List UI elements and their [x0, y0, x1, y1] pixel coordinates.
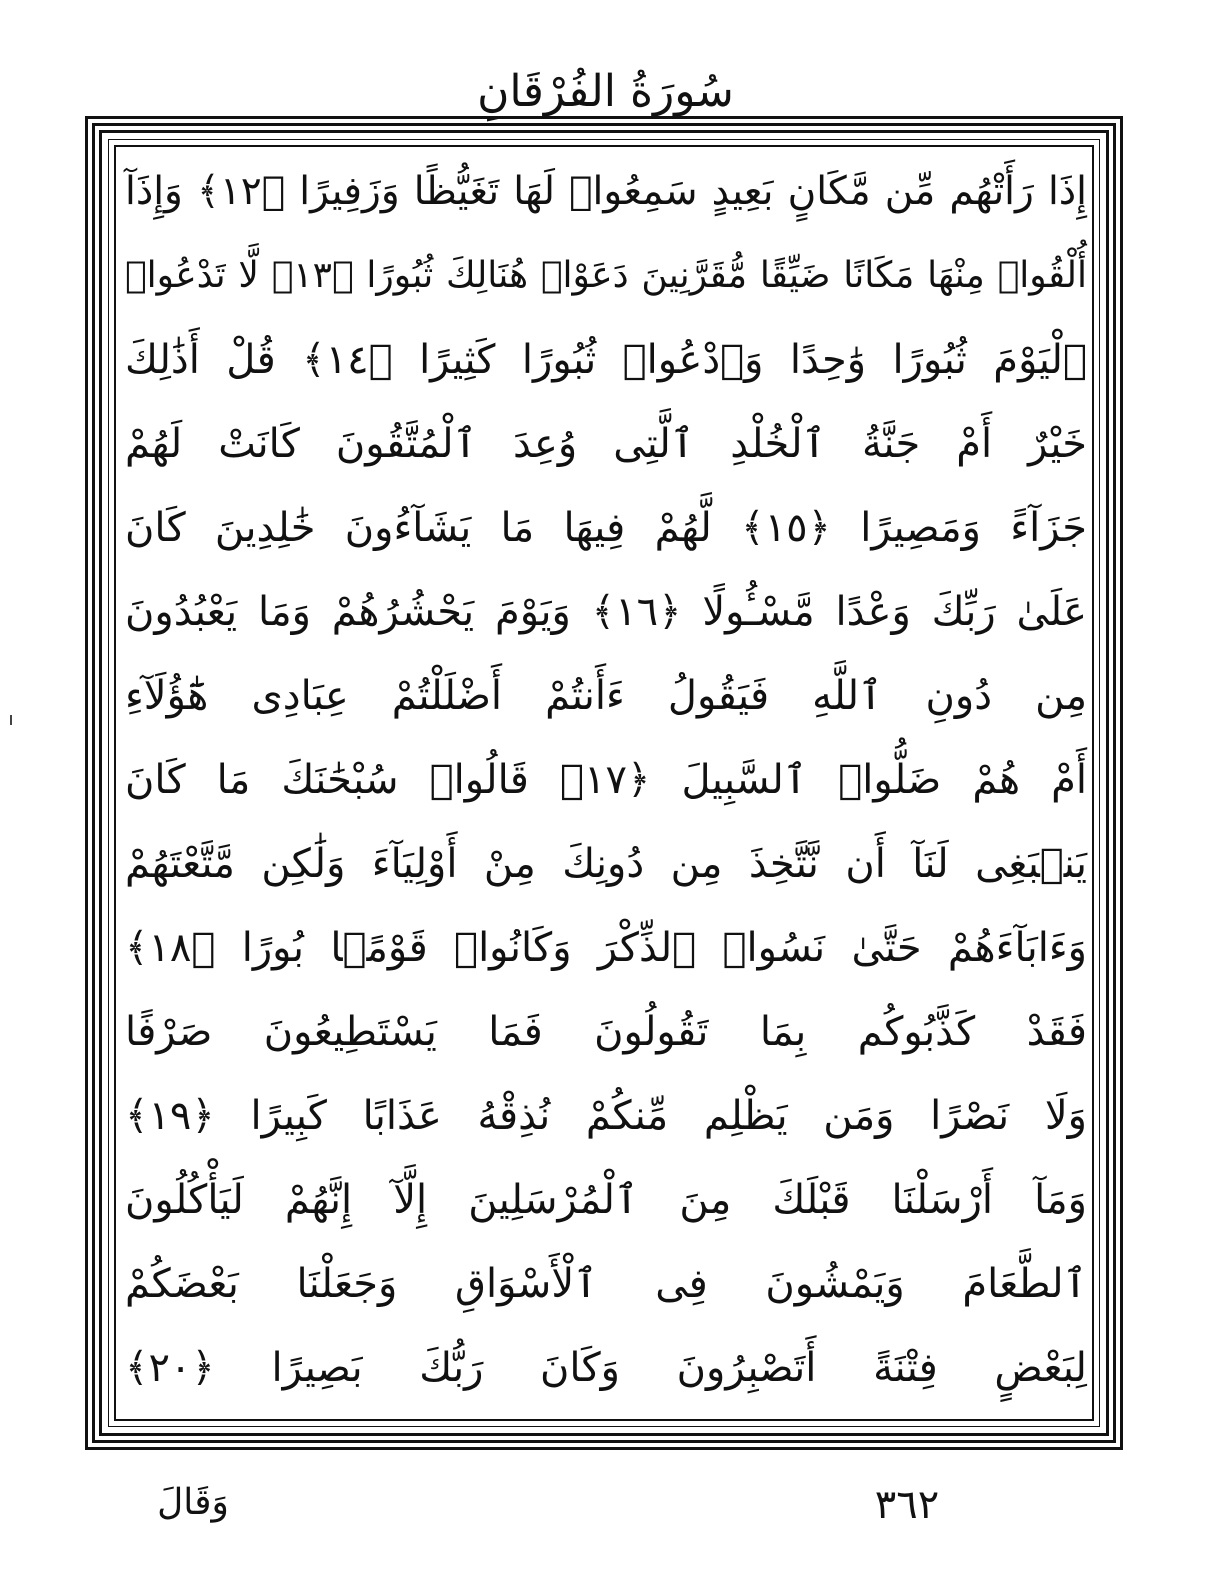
verse-line-3: ٱلْيَوْمَ ثُبُورًا وَٰحِدًا وَٱدْعُوا۟ ثُبُورًا كَثِيرًا ﴿١٤﴾ قُلْ أَذَٰلِكَ — [125, 337, 1087, 383]
verse-text-block — [125, 150, 1087, 1420]
verse-line-8: أَمْ هُمْ ضَلُّوا۟ ٱلسَّبِيلَ ﴿١٧﴾ قَالُوا۟ سُبْحَٰنَكَ مَا كَانَ — [125, 757, 1088, 803]
verse-line-11: فَقَدْ كَذَّبُوكُم بِمَا تَقُولُونَ فَمَا يَسْتَطِيعُونَ صَرْفًا — [125, 1009, 1087, 1055]
verse-line-12: وَلَا نَصْرًا وَمَن يَظْلِم مِّنكُمْ نُذِقْهُ عَذَابًا كَبِيرًا ﴿١٩﴾ — [125, 1093, 1087, 1139]
verse-line-2: أُلْقُوا۟ مِنْهَا مَكَانًا ضَيِّقًا مُّقَرَّنِينَ دَعَوْا۟ هُنَالِكَ ثُبُورًا ﴿١٣﴾ لَّا تَدْعُوا۟ — [125, 255, 1087, 296]
verse-line-13: وَمَآ أَرْسَلْنَا قَبْلَكَ مِنَ ٱلْمُرْسَلِينَ إِلَّآ إِنَّهُمْ لَيَأْكُلُونَ — [125, 1177, 1087, 1223]
verse-line-5: جَزَآءً وَمَصِيرًا ﴿١٥﴾ لَّهُمْ فِيهَا مَا يَشَآءُونَ خَٰلِدِينَ كَانَ — [125, 505, 1087, 551]
verse-line-4: خَيْرٌ أَمْ جَنَّةُ ٱلْخُلْدِ ٱلَّتِى وُعِدَ ٱلْمُتَّقُونَ كَانَتْ لَهُمْ — [125, 421, 1087, 467]
surah-title: سُورَةُ الفُرْقَانِ — [477, 66, 734, 117]
verse-line-6: عَلَىٰ رَبِّكَ وَعْدًا مَّسْـُٔولًا ﴿١٦﴾ وَيَوْمَ يَحْشُرُهُمْ وَمَا يَعْبُدُونَ — [125, 589, 1087, 635]
catchword: وَقَالَ — [157, 1482, 229, 1523]
verse-line-1: إِذَا رَأَتْهُم مِّن مَّكَانٍ بَعِيدٍ سَمِعُوا۟ لَهَا تَغَيُّظًا وَزَفِيرًا ﴿١٢﴾ وَإِذَآ — [125, 169, 1087, 214]
verse-line-7: مِن دُونِ ٱللَّهِ فَيَقُولُ ءَأَنتُمْ أَضْلَلْتُمْ عِبَادِى هَٰٓؤُلَآءِ — [125, 673, 1087, 719]
verse-line-9: يَنۢبَغِى لَنَآ أَن نَّتَّخِذَ مِن دُونِكَ مِنْ أَوْلِيَآءَ وَلَٰكِن مَّتَّعْتَهُمْ — [125, 841, 1087, 887]
margin-mark — [10, 715, 12, 725]
verse-line-10: وَءَابَآءَهُمْ حَتَّىٰ نَسُوا۟ ٱلذِّكْرَ وَكَانُوا۟ قَوْمًۢا بُورًا ﴿١٨﴾ — [125, 925, 1087, 971]
verse-line-15: لِبَعْضٍ فِتْنَةً أَتَصْبِرُونَ وَكَانَ رَبُّكَ بَصِيرًا ﴿٢٠﴾ — [125, 1345, 1087, 1391]
page-number: ٣٦٢ — [874, 1482, 940, 1528]
verse-line-14: ٱلطَّعَامَ وَيَمْشُونَ فِى ٱلْأَسْوَاقِ وَجَعَلْنَا بَعْضَكُمْ — [125, 1261, 1087, 1307]
